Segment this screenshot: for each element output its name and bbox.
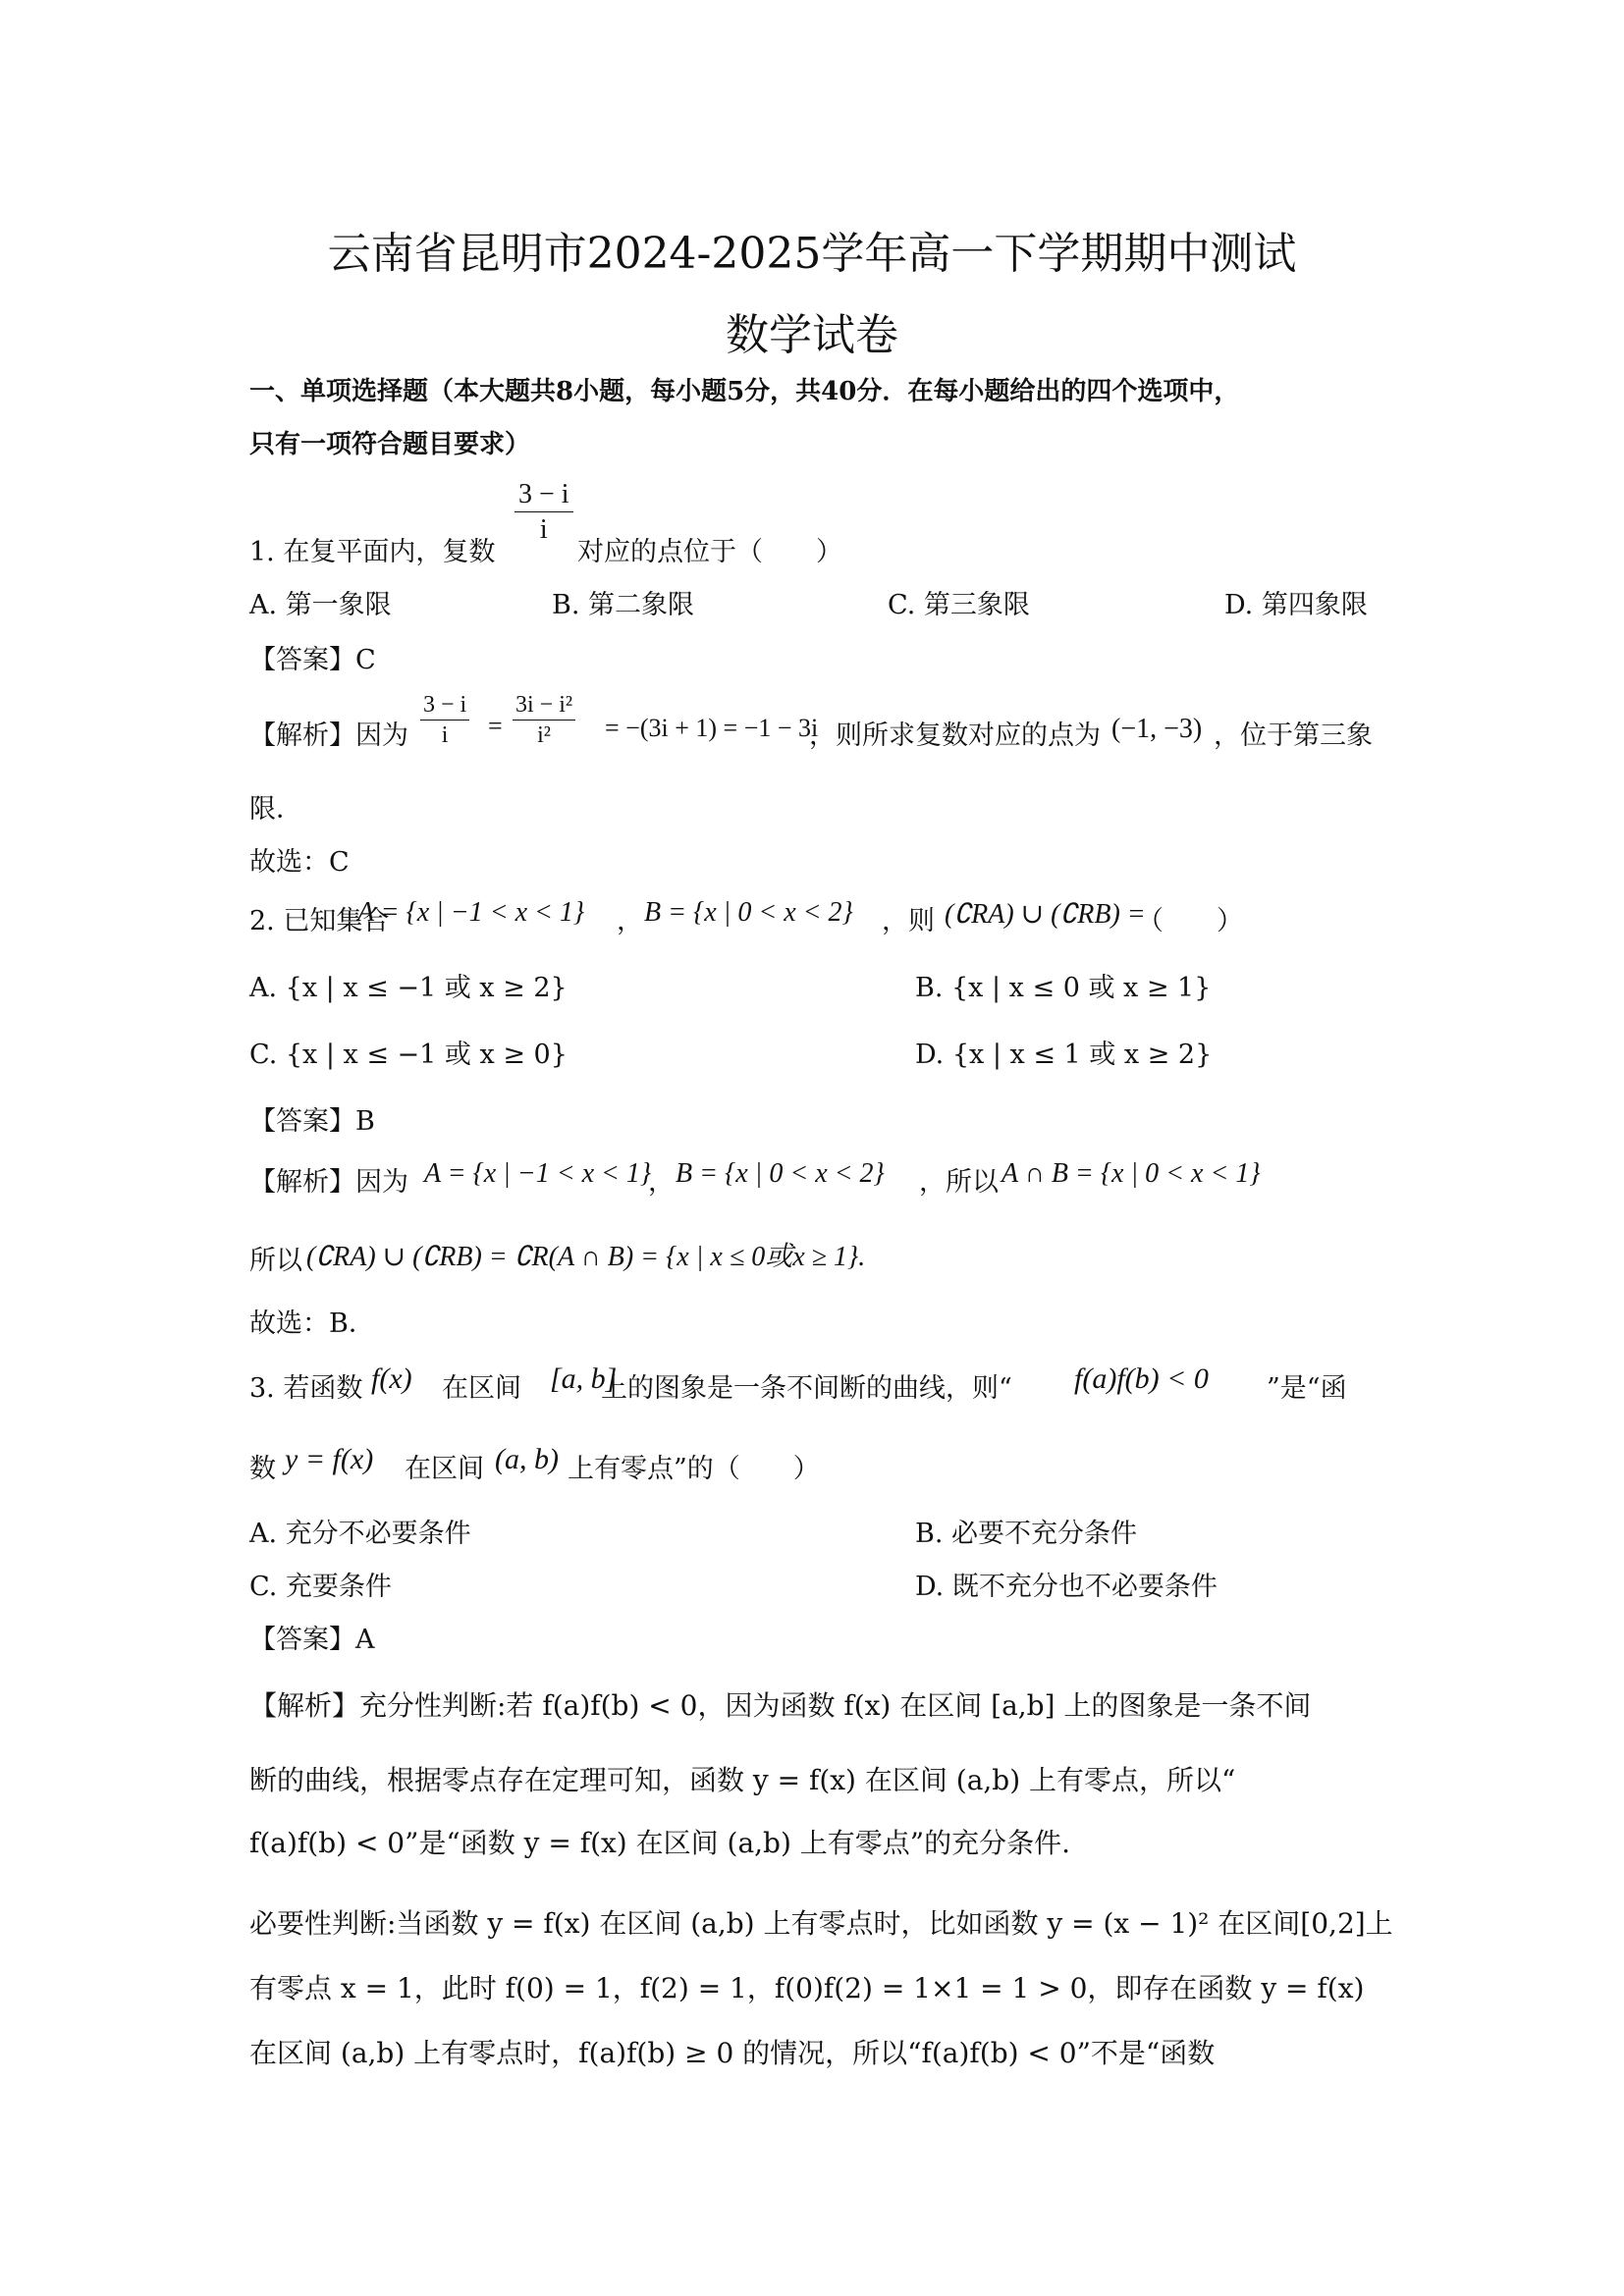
q1-eq-frac1	[420, 691, 469, 751]
q3-ab-closed: [a, b]	[550, 1362, 618, 1395]
q2-stem: 2. 已知集合	[249, 906, 390, 936]
q1-eq-frac2-num: 3i − i²	[513, 691, 575, 721]
q3-line2-c: 上有零点”的（ ）	[568, 1454, 820, 1484]
q2-analysis-setB: B = {x | 0 < x < 2}	[676, 1158, 885, 1189]
q1-analysis-c: ，位于第三象	[1214, 721, 1373, 751]
q1-analysis-b: ，则所求复数对应的点为	[809, 721, 1101, 751]
q3-fx: f(x)	[371, 1362, 412, 1395]
q1-option-a: A. 第一象限	[249, 590, 392, 620]
q2-blank: （ ）	[1137, 906, 1243, 936]
q3-option-d: D. 既不充分也不必要条件	[915, 1572, 1218, 1602]
section-heading-line2: 只有一项符合题目要求）	[249, 430, 531, 459]
q1-fraction	[514, 478, 573, 548]
q3-line1-b: 在区间	[442, 1373, 521, 1404]
q1-eq-equals: =	[488, 712, 503, 740]
q2-then: ，则	[882, 906, 935, 936]
q1-analysis-d: 限．	[249, 794, 302, 825]
q2-answer: 【答案】B	[249, 1106, 375, 1137]
q3-option-b: B. 必要不充分条件	[915, 1519, 1138, 1549]
section-heading-line1: 一、单项选择题（本大题共8小题，每小题5分，共40分．在每小题给出的四个选项中，	[249, 377, 1240, 406]
q3-ab-open: (a, b)	[495, 1443, 559, 1475]
q3-line1-a: 3. 若函数	[249, 1373, 363, 1404]
q1-point: (−1, −3)	[1111, 714, 1203, 744]
q3-analysis-p6: 在区间 (a,b) 上有零点时，f(a)f(b) ≥ 0 的情况，所以“f(a)f(b) < 0”不是“函数	[249, 2037, 1216, 2069]
q1-analysis-a: 【解析】因为	[249, 721, 408, 751]
q1-stem-a: 1. 在复平面内，复数	[249, 537, 496, 567]
q1-fraction-numerator: 3 − i	[514, 478, 573, 512]
q1-eq-frac1-den: i	[441, 721, 449, 748]
q1-stem-b: 对应的点位于（ ）	[577, 537, 842, 567]
q3-analysis-p3: f(a)f(b) < 0”是“函数 y = f(x) 在区间 (a,b) 上有零点”的充分条件.	[249, 1827, 1071, 1859]
q3-analysis-p1: 【解析】充分性判断:若 f(a)f(b) < 0，因为函数 f(x) 在区间 [a,b] 上的图象是一条不间	[249, 1689, 1312, 1722]
q2-comma: ，	[617, 906, 643, 936]
q3-line2-b: 在区间	[405, 1454, 484, 1484]
q3-yfx: y = f(x)	[285, 1443, 374, 1475]
q2-option-d: D. {x | x ≤ 1 或 x ≥ 2}	[915, 1040, 1213, 1070]
q3-line1-c: 上的图象是一条不间断的曲线，则“	[601, 1373, 1012, 1404]
q3-analysis-p4: 必要性判断:当函数 y = f(x) 在区间 (a,b) 上有零点时，比如函数 y = (x − 1)² 在区间[0,2]上	[249, 1907, 1393, 1940]
q1-eq-rest: = −(3i + 1) = −1 − 3i	[605, 714, 819, 742]
q3-answer: 【答案】A	[249, 1625, 375, 1655]
q2-option-a: A. {x | x ≤ −1 或 x ≥ 2}	[249, 973, 568, 1003]
q1-option-d: D. 第四象限	[1224, 590, 1368, 620]
q2-setA: A = {x | −1 < x < 1}	[357, 897, 585, 928]
q2-analysis-b: ，所以	[919, 1167, 999, 1198]
q2-option-b: B. {x | x ≤ 0 或 x ≥ 1}	[915, 973, 1212, 1003]
q3-line2-a: 数	[249, 1454, 276, 1484]
q3-cond: f(a)f(b) < 0	[1074, 1362, 1209, 1395]
q2-analysis-setA: A = {x | −1 < x < 1}	[424, 1158, 652, 1189]
q1-option-c: C. 第三象限	[888, 590, 1030, 620]
q3-line1-d: ”是“函	[1267, 1373, 1347, 1404]
q2-analysis-comma: ，	[648, 1167, 675, 1198]
q3-analysis-p2: 断的曲线，根据零点存在定理可知，函数 y = f(x) 在区间 (a,b) 上有零点，所以“	[249, 1764, 1236, 1796]
q2-so-expr: (∁RA) ∪ (∁RB) = ∁R(A ∩ B) = {x | x ≤ 0或x ≥ 1}.	[306, 1242, 866, 1272]
q2-option-c: C. {x | x ≤ −1 或 x ≥ 0}	[249, 1040, 568, 1070]
q2-choose: 故选：B．	[249, 1308, 375, 1339]
q2-expr: (∁RA) ∪ (∁RB) =	[945, 899, 1146, 930]
q1-eq-frac2	[513, 691, 575, 751]
q2-analysis-a: 【解析】因为	[249, 1167, 408, 1198]
q3-analysis-p5: 有零点 x = 1，此时 f(0) = 1，f(2) = 1，f(0)f(2) = 1×1 = 1 > 0，即存在函数 y = f(x)	[249, 1972, 1365, 2004]
q1-eq-frac1-num: 3 − i	[420, 691, 469, 721]
q1-eq-frac2-den: i²	[537, 721, 551, 748]
page-title: 云南省昆明市2024-2025学年高一下学期期中测试	[327, 229, 1297, 279]
page-subtitle: 数学试卷	[726, 310, 898, 360]
q1-choose: 故选：C	[249, 847, 350, 878]
q3-option-a: A. 充分不必要条件	[249, 1519, 471, 1549]
q1-answer: 【答案】C	[249, 645, 376, 675]
q3-option-c: C. 充要条件	[249, 1572, 392, 1602]
q2-intersection: A ∩ B = {x | 0 < x < 1}	[1001, 1158, 1261, 1189]
q2-setB: B = {x | 0 < x < 2}	[644, 897, 853, 928]
q1-fraction-denominator: i	[539, 513, 548, 545]
q1-option-b: B. 第二象限	[552, 590, 695, 620]
q2-so-prefix: 所以	[249, 1246, 302, 1276]
